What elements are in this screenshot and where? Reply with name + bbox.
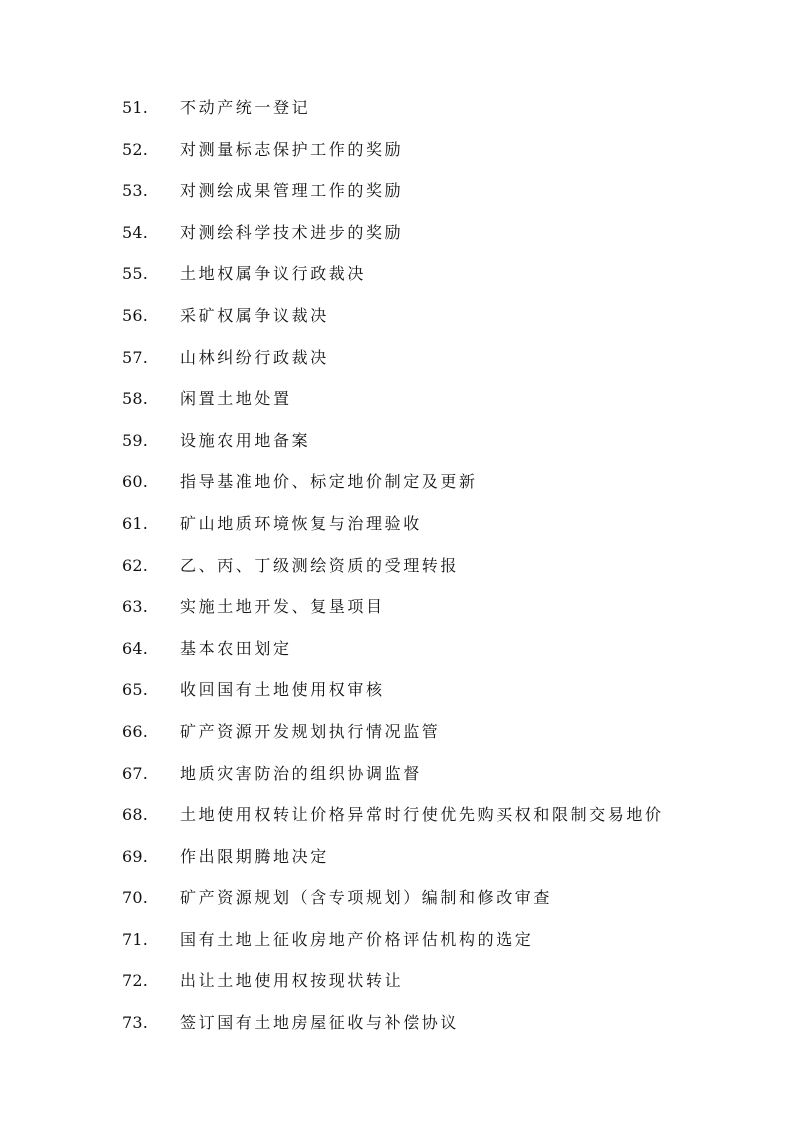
item-number: 68. [122,805,149,825]
item-number: 71. [122,929,149,949]
list-item [0,420,793,462]
list-item [0,337,793,379]
item-number: 72. [122,971,149,991]
item-number: 67. [122,763,149,783]
list-item [0,253,793,295]
item-number: 63. [122,597,149,617]
item-text: 基本农田划定 [180,638,292,658]
item-text: 对测绘成果管理工作的奖励 [180,181,404,201]
item-text: 不动产统一登记 [180,98,311,117]
item-text: 土地使用权转让价格异常时行使优先购买权和限制交易地价 [180,805,664,825]
item-text: 土地权属争议行政裁决 [180,264,367,284]
item-text: 国有土地上征收房地产价格评估机构的选定 [180,929,534,949]
list-item [0,877,793,919]
item-text: 实施土地开发、复垦项目 [180,597,385,617]
list-item [0,461,793,503]
list-item [0,545,793,587]
item-text: 签订国有土地房屋征收与补偿协议 [180,1013,460,1033]
item-number: 58. [122,389,149,409]
item-number: 53. [122,181,149,201]
item-text: 收回国有土地使用权审核 [180,680,385,700]
item-number: 52. [122,139,149,159]
item-text: 矿产资源开发规划执行情况监管 [180,721,441,741]
item-number: 55. [122,264,149,284]
list-item [0,753,793,795]
list-item [0,628,793,670]
item-number: 57. [122,347,149,367]
list-item [0,1002,793,1044]
item-text: 对测量标志保护工作的奖励 [180,139,404,159]
item-number: 51. [122,98,149,117]
item-text: 采矿权属争议裁决 [180,305,329,325]
list-item [0,919,793,961]
list-item [0,129,793,171]
item-number: 64. [122,638,149,658]
item-text: 乙、丙、丁级测绘资质的受理转报 [180,555,460,575]
list-item [0,711,793,753]
item-text: 设施农用地备案 [180,430,311,450]
item-number: 54. [122,222,149,242]
list-item [0,669,793,711]
list-item [0,503,793,545]
list-item [0,295,793,337]
item-number: 59. [122,430,149,450]
item-text: 矿产资源规划（含专项规划）编制和修改审查 [180,888,553,908]
item-text: 矿山地质环境恢复与治理验收 [180,513,422,533]
item-text: 对测绘科学技术进步的奖励 [180,222,404,242]
item-number: 62. [122,555,149,575]
item-number: 61. [122,513,149,533]
list-item [0,170,793,212]
list-item [0,794,793,836]
list-item [0,378,793,420]
item-text: 出让土地使用权按现状转让 [180,971,404,991]
list-item [0,586,793,628]
item-number: 60. [122,472,149,492]
item-number: 69. [122,846,149,866]
item-text: 指导基准地价、标定地价制定及更新 [180,472,478,492]
item-text: 闲置土地处置 [180,389,292,409]
list-item [0,960,793,1002]
item-number: 70. [122,888,149,908]
item-number: 56. [122,305,149,325]
item-number: 73. [122,1013,149,1033]
list-item [0,87,793,129]
item-number: 66. [122,721,149,741]
item-list [0,87,793,1044]
item-text: 作出限期腾地决定 [180,846,329,866]
list-item [0,212,793,254]
item-number: 65. [122,680,149,700]
item-text: 山林纠纷行政裁决 [180,347,329,367]
list-item [0,836,793,878]
item-text: 地质灾害防治的组织协调监督 [180,763,422,783]
